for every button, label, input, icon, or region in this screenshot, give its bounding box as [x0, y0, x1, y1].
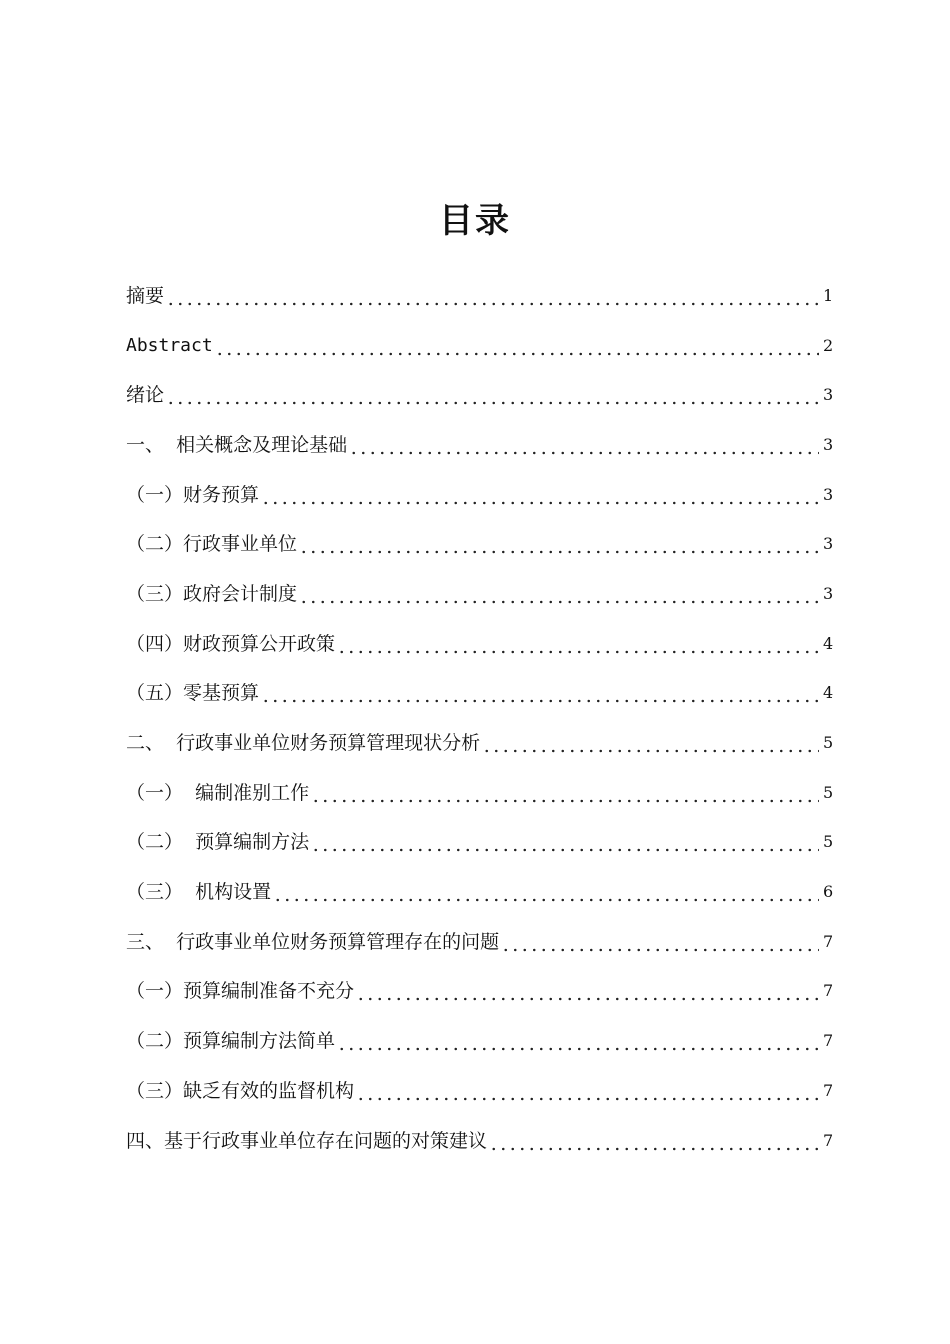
toc-dot-leader	[311, 830, 819, 854]
toc-dot-leader	[299, 582, 819, 606]
toc-entry	[126, 867, 833, 917]
toc-entry	[126, 519, 833, 569]
toc-dot-leader	[166, 383, 819, 407]
toc-entry-label: （三） 机构设置	[126, 881, 272, 904]
toc-entry-page: 5	[823, 782, 834, 802]
toc-entry-label: 一、 相关概念及理论基础	[126, 433, 348, 456]
toc-entry	[126, 321, 833, 371]
toc-dot-leader	[501, 930, 819, 954]
toc-entry	[126, 718, 833, 768]
toc-entry-page: 7	[823, 1031, 834, 1051]
toc-dot-leader	[349, 433, 819, 457]
toc-entry-page: 4	[823, 683, 834, 703]
toc-entry-label: Abstract	[126, 334, 213, 356]
toc-entry	[126, 669, 833, 719]
toc-entry	[126, 420, 833, 470]
toc-entry	[126, 370, 833, 420]
toc-entry-label: （二）行政事业单位	[126, 533, 298, 556]
toc-dot-leader	[273, 880, 819, 904]
toc-entry-label: 二、 行政事业单位财务预算管理现状分析	[126, 732, 481, 755]
toc-dot-leader	[311, 781, 819, 805]
toc-entry-label: （五）零基预算	[126, 682, 260, 705]
toc-entry-label: （一）预算编制准备不充分	[126, 980, 355, 1003]
toc-entry-page: 7	[823, 1130, 834, 1150]
toc-entry-page: 2	[823, 335, 834, 355]
toc-entry	[126, 569, 833, 619]
toc-entry	[126, 1066, 833, 1116]
toc-dot-leader	[261, 483, 819, 507]
toc-entry-page: 5	[823, 832, 834, 852]
toc-entry-page: 5	[823, 733, 834, 753]
toc-entry-page: 7	[823, 1080, 834, 1100]
toc-entry-label: 四、基于行政事业单位存在问题的对策建议	[126, 1129, 488, 1152]
toc-entry-label: （三）政府会计制度	[126, 582, 298, 605]
toc-dot-leader	[299, 532, 819, 556]
toc-entry	[126, 271, 833, 321]
toc-dot-leader	[337, 1029, 819, 1053]
toc-entry-page: 7	[823, 931, 834, 951]
toc-entry-page: 3	[823, 484, 834, 504]
toc-entry-label: 摘要	[126, 284, 165, 307]
toc-entry-page: 3	[823, 385, 834, 405]
toc-entry-page: 3	[823, 583, 834, 603]
toc-dot-leader	[166, 284, 819, 308]
toc-entry	[126, 1116, 833, 1166]
toc-entry-label: （一） 编制准别工作	[126, 781, 310, 804]
toc-entry	[126, 967, 833, 1017]
toc-entry	[126, 917, 833, 967]
toc-entry	[126, 1016, 833, 1066]
toc-entry	[126, 818, 833, 868]
toc-entry	[126, 470, 833, 520]
toc-entry	[126, 768, 833, 818]
toc-dot-leader	[215, 334, 819, 358]
toc-dot-leader	[489, 1129, 819, 1153]
toc-entry-page: 6	[823, 882, 834, 902]
toc-entry-label: （一）财务预算	[126, 483, 260, 506]
toc-dot-leader	[261, 681, 819, 705]
toc-entry-label: （二） 预算编制方法	[126, 831, 310, 854]
toc-dot-leader	[482, 731, 819, 755]
toc-entry	[126, 619, 833, 669]
toc-entry-label: （二）预算编制方法简单	[126, 1030, 336, 1053]
toc-list	[126, 271, 833, 1165]
toc-entry-label: 三、 行政事业单位财务预算管理存在的问题	[126, 930, 500, 953]
toc-title: 目录	[439, 201, 511, 241]
toc-dot-leader	[337, 632, 819, 656]
toc-entry-label: 绪论	[126, 384, 165, 407]
toc-entry-page: 3	[823, 534, 834, 554]
toc-entry-page: 4	[823, 633, 834, 653]
toc-entry-label: （四）财政预算公开政策	[126, 632, 336, 655]
toc-entry-page: 7	[823, 981, 834, 1001]
toc-entry-page: 1	[823, 285, 834, 305]
toc-dot-leader	[356, 1079, 819, 1103]
toc-entry-label: （三）缺乏有效的监督机构	[126, 1079, 355, 1102]
toc-entry-page: 3	[823, 434, 834, 454]
toc-dot-leader	[356, 979, 819, 1003]
